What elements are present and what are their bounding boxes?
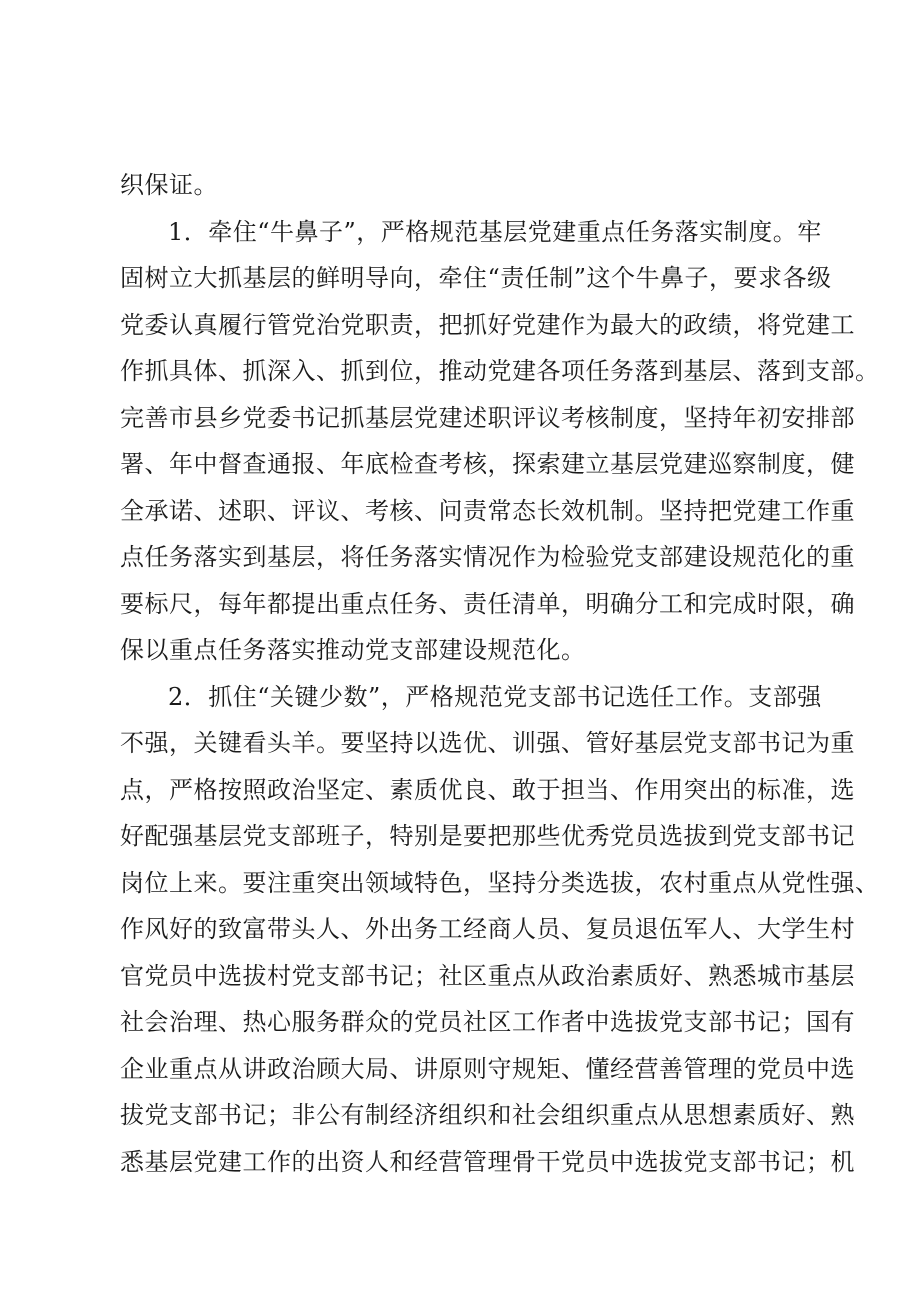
body-text: [120, 162, 880, 1185]
text-line: 社会治理、热心服务群众的党员社区工作者中选拔党支部书记；国有: [120, 1008, 855, 1036]
text-line: 点任务落实到基层，将任务落实情况作为检验党支部建设规范化的重: [120, 543, 855, 571]
text-line: 署、年中督查通报、年底检查考核，探索建立基层党建巡察制度，健: [120, 450, 855, 478]
text-line: 官党员中选拔村党支部书记；社区重点从政治素质好、熟悉城市基层: [120, 961, 855, 990]
text-line: 完善市县乡党委书记抓基层党建述职评议考核制度，坚持年初安排部: [120, 403, 855, 432]
text-line: 织保证。: [120, 171, 218, 199]
text-line: 作抓具体、抓深入、抓到位，推动党建各项任务落到基层、落到支部。: [120, 357, 880, 385]
text-line: 好配强基层党支部班子，特别是要把那些优秀党员选拔到党支部书记: [120, 822, 855, 850]
text-line: 悉基层党建工作的出资人和经营管理骨干党员中选拔党支部书记；机: [120, 1147, 855, 1176]
text-line: 固树立大抓基层的鲜明导向，牵住“责任制”这个牛鼻子，要求各级: [120, 264, 832, 292]
paragraph-first-line: 2．抓住“关键少数”，严格规范党支部书记选任工作。支部强: [168, 682, 822, 711]
text-line: 点，严格按照政治坚定、素质优良、敢于担当、作用突出的标准，选: [120, 775, 855, 804]
text-line: 岗位上来。要注重突出领域特色，坚持分类选拔，农村重点从党性强、: [120, 868, 880, 897]
text-line: 全承诺、述职、评议、考核、问责常态长效机制。坚持把党建工作重: [120, 496, 855, 525]
text-line: 拔党支部书记；非公有制经济组织和社会组织重点从思想素质好、熟: [120, 1101, 855, 1129]
text-line: 企业重点从讲政治顾大局、讲原则守规矩、懂经营善管理的党员中选: [120, 1054, 855, 1083]
text-line: 不强，关键看头羊。要坚持以选优、训强、管好基层党支部书记为重: [120, 729, 855, 757]
text-line: 保以重点任务落实推动党支部建设规范化。: [120, 636, 586, 664]
paragraph-first-line: 1．牵住“牛鼻子”，严格规范基层党建重点任务落实制度。牢: [168, 217, 822, 246]
text-line: 党委认真履行管党治党职责，把抓好党建作为最大的政绩，将党建工: [120, 310, 855, 339]
text-line: 作风好的致富带头人、外出务工经商人员、复员退伍军人、大学生村: [120, 915, 855, 943]
text-line: 要标尺，每年都提出重点任务、责任清单，明确分工和完成时限，确: [120, 589, 855, 618]
